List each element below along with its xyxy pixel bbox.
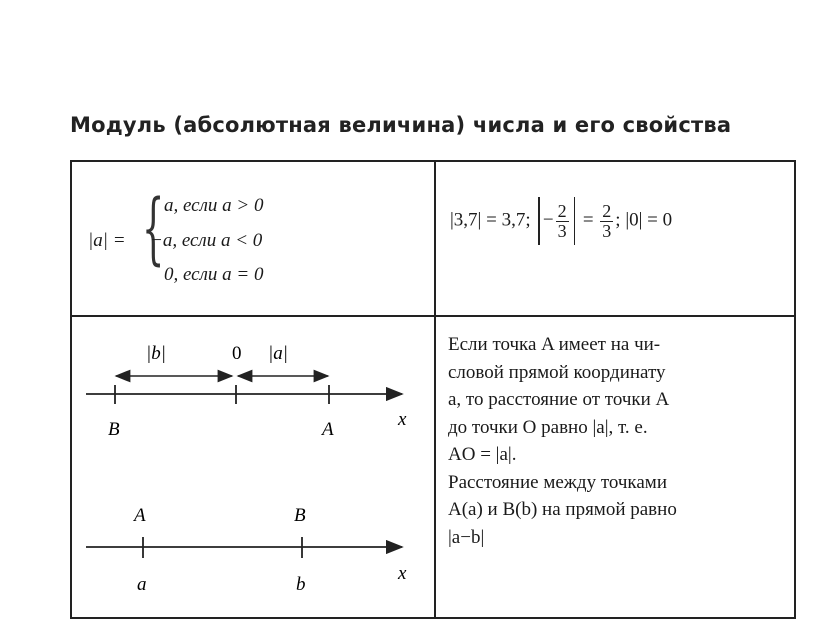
brace-icon: {	[142, 184, 165, 274]
explanation-line: словой прямой координату	[448, 361, 666, 383]
fraction-numerator: 2	[557, 200, 567, 221]
abs-bar-left	[538, 197, 540, 245]
axis-x-label-1: x	[398, 409, 407, 430]
modulus-examples	[450, 197, 672, 245]
definition-cell	[71, 161, 435, 316]
properties-table	[70, 160, 796, 619]
point-A-label-2: A	[134, 505, 146, 526]
fraction-denominator: 3	[557, 220, 567, 241]
examples-cell	[435, 161, 795, 316]
point-B-label: B	[108, 419, 120, 440]
coord-b-label: b	[296, 574, 306, 595]
coord-a-label: a	[137, 574, 147, 595]
case-zero: 0, если a = 0	[164, 264, 264, 285]
example-equals: =	[582, 209, 594, 231]
explanation-line: Расстояние между точками	[448, 471, 668, 493]
case-negative: −a, если a < 0	[150, 230, 263, 251]
axis-x-label-2: x	[398, 563, 407, 584]
fraction-denominator-2: 3	[602, 220, 612, 241]
diagram-cell	[71, 316, 435, 618]
explanation-line: a, то расстояние от точки A	[448, 389, 670, 410]
fraction-pos	[600, 202, 613, 241]
explanation-line: |a−b|	[448, 526, 485, 548]
page-title: Модуль (абсолютная величина) числа и его свойства	[70, 113, 732, 137]
example-decimal: |3,7| = 3,7;	[450, 209, 531, 231]
label-b-abs: |b|	[146, 343, 166, 364]
explanation-line: Если точка A имеет на чи-	[448, 334, 661, 355]
abs-bar-right	[574, 197, 576, 245]
point-A-label: A	[322, 419, 334, 440]
explanation-line: A(a) и B(b) на прямой равно	[448, 499, 677, 520]
number-line-diagrams	[72, 317, 430, 612]
example-minus: −	[542, 209, 554, 231]
label-a-abs: |a|	[268, 343, 288, 364]
point-B-label-2: B	[294, 505, 306, 526]
explanation-cell	[435, 316, 795, 618]
example-zero: ; |0| = 0	[615, 209, 673, 231]
fraction-numerator-2: 2	[602, 200, 612, 221]
fraction-neg	[556, 202, 569, 241]
explanation-line: до точки O равно |a|, т. е.	[448, 416, 648, 438]
explanation-text	[448, 331, 788, 551]
explanation-line: AO = |a|.	[448, 444, 517, 465]
case-positive: a, если a > 0	[164, 195, 264, 216]
definition-lhs: |a| =	[88, 230, 126, 251]
label-zero: 0	[232, 343, 242, 364]
